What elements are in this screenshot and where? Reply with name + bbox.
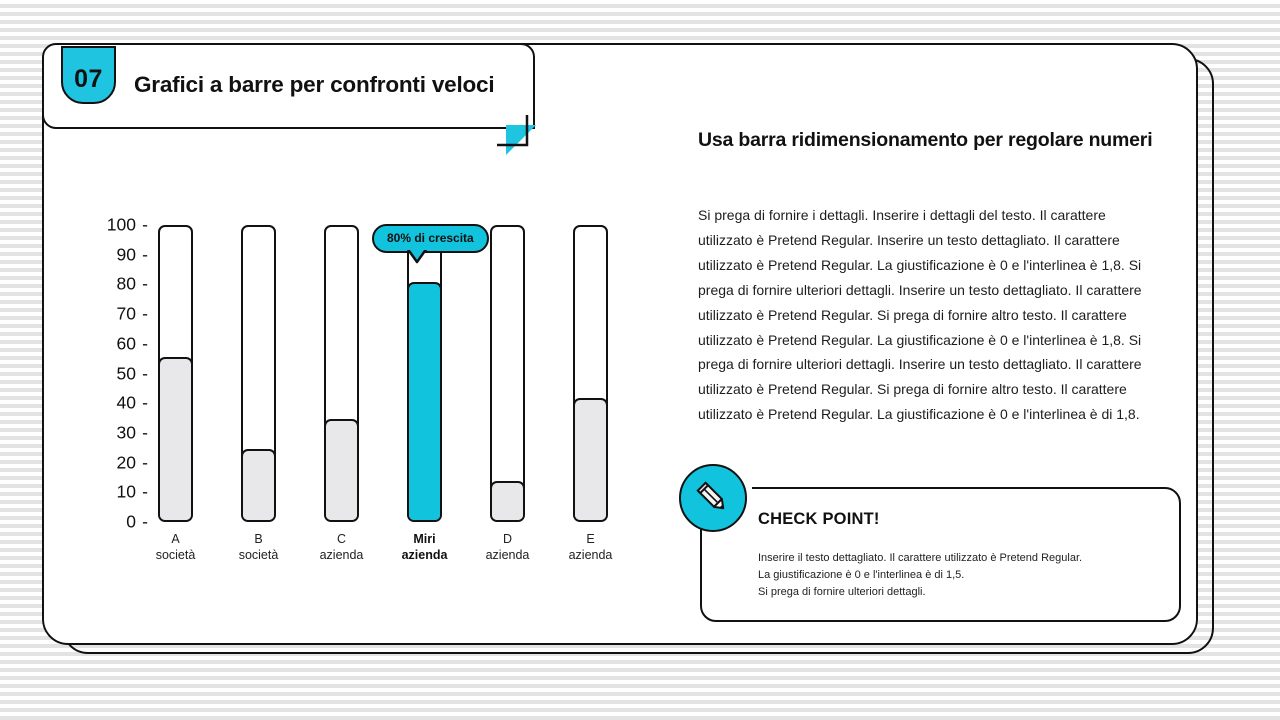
y-axis-tick-dash: - <box>142 452 148 473</box>
growth-annotation-tooltip <box>372 224 489 253</box>
y-axis-tick-label: 10 <box>116 481 136 502</box>
y-axis-tick-dash: - <box>142 214 148 235</box>
y-axis-tick <box>117 393 148 414</box>
bar-label-line: azienda <box>319 547 364 562</box>
right-panel-heading: Usa barra ridimensionamento per regolare numeri <box>698 129 1153 151</box>
check-point-line-1: Inserire il testo dettagliato. Il carattere utilizzato è Pretend Regular. <box>758 552 1083 564</box>
y-axis-tick <box>117 363 148 384</box>
bar-label-line: Miri <box>413 532 436 546</box>
y-axis-tick-label: 60 <box>116 333 136 354</box>
bar-chart <box>100 214 640 630</box>
bar-label-line: A <box>171 532 180 546</box>
right-panel-body: Si prega di fornire i dettagli. Inserire i dettagli del testo. Il carattere utilizzato è Pretend Regular. Inserire un testo dettagliato. Il carattere utilizzato è Pretend Regular. La giustificazione è 0 e l'interlinea è 1,8. Si prega di fornire ulteriori dettagli. Inserire un testo dettagliato. Il carattere utilizzato è Pretend Regular. Si prega di fornire altro testo. Il carattere utilizzato è Pretend Regular. La giustificazione è 0 e l'interlinea è 1,8. Si prega di fornire ulteriori dettagli. Inserire un testo dettagliato. Il carattere utilizzato è Pretend Regular. Si prega di fornire altro testo. Il carattere utilizzato è Pretend Regular. La giustificazione è 0 e l'interlinea è di 1,8. <box>698 207 1142 423</box>
y-axis-tick-label: 80 <box>116 273 136 294</box>
y-axis-tick <box>126 512 148 533</box>
y-axis-tick <box>117 482 148 503</box>
folded-corner-decoration <box>506 125 536 155</box>
y-axis-tick <box>117 274 148 295</box>
bar-label-line: C <box>336 532 347 546</box>
y-axis-tick-label: 90 <box>116 244 136 265</box>
check-point-line-2: La giustificazione è 0 e l'interlinea è di 1,5. <box>758 569 965 582</box>
y-axis-tick-label: 50 <box>116 363 136 383</box>
bar-label <box>569 532 613 563</box>
y-axis-tick-dash: - <box>142 244 148 265</box>
bar-label-line: D <box>502 532 513 546</box>
bar-label-line: azienda <box>568 547 613 562</box>
y-axis-tick-label: 100 <box>106 214 136 235</box>
check-point-title: CHECK POINT! <box>758 510 880 528</box>
y-axis <box>100 214 148 585</box>
y-axis-tick-dash: - <box>142 303 148 324</box>
y-axis-tick-label: 0 <box>126 511 136 532</box>
bar-track[interactable] <box>241 225 276 522</box>
y-axis-tick <box>117 333 148 354</box>
bar-fill[interactable] <box>158 357 193 522</box>
bar-label <box>320 532 364 563</box>
bar-label-line: società <box>238 547 279 562</box>
tooltip-tail-icon <box>407 248 427 264</box>
bar-column[interactable] <box>155 225 196 562</box>
y-axis-tick <box>117 244 148 265</box>
bar-fill[interactable] <box>407 282 442 522</box>
page-title: Grafici a barre per confronti veloci <box>134 72 495 97</box>
growth-annotation-label: 80% di crescita <box>387 231 474 245</box>
bar-track[interactable] <box>158 225 193 522</box>
bar-label-line: E <box>586 532 595 546</box>
y-axis-tick-dash: - <box>142 273 148 294</box>
section-number: 07 <box>74 64 103 93</box>
bar-column[interactable] <box>319 225 364 562</box>
check-point-text <box>758 550 1158 601</box>
y-axis-tick-label: 70 <box>116 303 136 324</box>
pencil-icon <box>679 464 747 532</box>
y-axis-tick <box>107 215 148 236</box>
bar-label <box>239 532 279 563</box>
bar-label <box>486 532 530 563</box>
y-axis-tick-dash: - <box>142 333 148 354</box>
bar-track[interactable] <box>407 225 442 522</box>
bar-column[interactable] <box>238 225 279 562</box>
bar-fill[interactable] <box>490 481 525 522</box>
bar-track[interactable] <box>490 225 525 522</box>
y-axis-tick <box>117 452 148 473</box>
bar-group <box>155 225 638 585</box>
bar-label-line: società <box>155 547 196 562</box>
y-axis-tick <box>117 422 148 443</box>
check-point-line-3: Si prega di fornire ulteriori dettagli. <box>758 586 926 599</box>
bar-column[interactable] <box>568 225 613 562</box>
bar-fill[interactable] <box>573 398 608 522</box>
bar-label-line: azienda <box>485 547 530 562</box>
y-axis-tick-dash: - <box>142 422 148 443</box>
y-axis-tick-label: 30 <box>116 422 136 443</box>
y-axis-tick-dash: - <box>142 392 148 413</box>
bar-track[interactable] <box>324 225 359 522</box>
y-axis-tick-label: 40 <box>116 392 136 413</box>
y-axis-tick <box>117 304 148 325</box>
y-axis-tick-label: 20 <box>116 452 136 473</box>
bar-label <box>156 532 196 563</box>
bar-track[interactable] <box>573 225 608 522</box>
bar-fill[interactable] <box>241 449 276 522</box>
section-number-badge <box>61 46 116 104</box>
y-axis-tick-dash: - <box>142 481 148 502</box>
bar-label-line: azienda <box>401 547 448 562</box>
bar-label <box>402 532 448 563</box>
y-axis-tick-dash: - <box>142 511 148 532</box>
bar-column[interactable] <box>485 225 530 562</box>
y-axis-tick-dash: - <box>142 363 148 383</box>
bar-label-line: B <box>254 532 263 546</box>
bar-fill[interactable] <box>324 419 359 522</box>
